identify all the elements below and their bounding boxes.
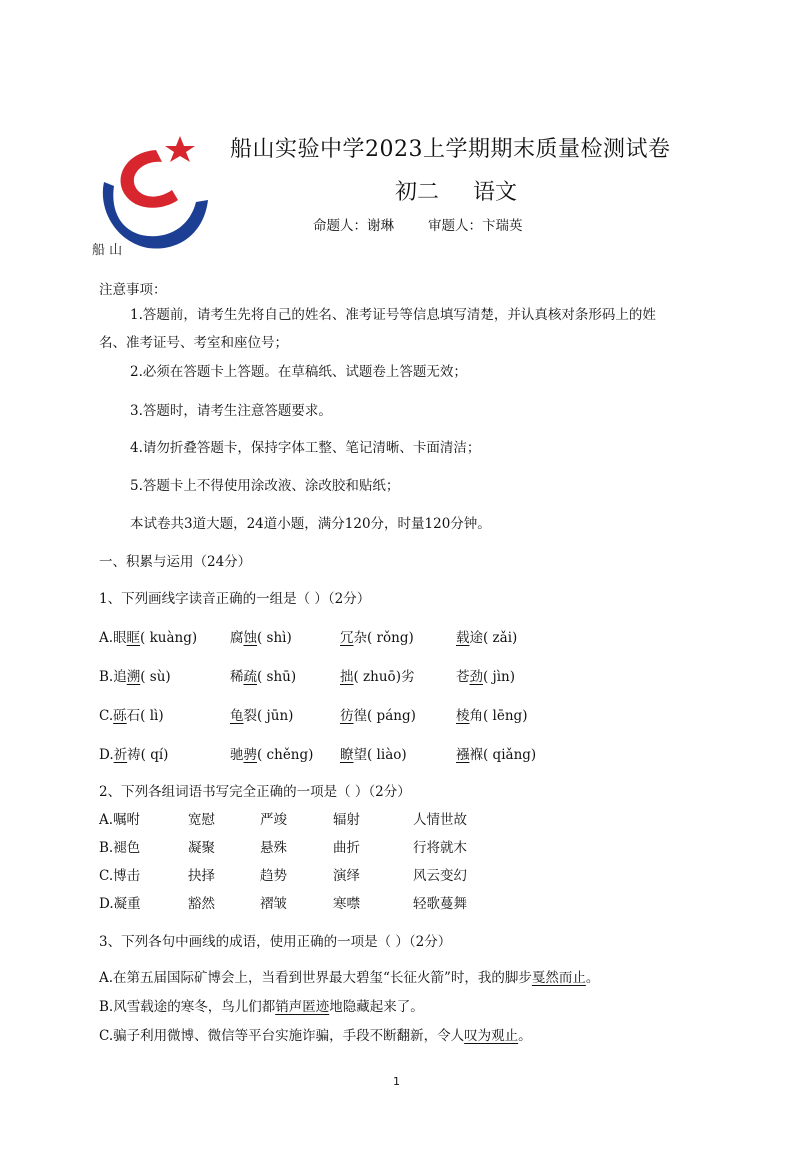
note-1-line-2: 名、准考证号、考室和座位号； [99,335,288,351]
word-item: 凝聚 [188,840,215,856]
underlined-char: 彷 [340,708,354,724]
question-3-option-a: A.在第五届国际矿博会上，当看到世界最大碧玺“长征火箭”时，我的脚步戛然而止。 [99,970,600,986]
page-number: 1 [393,1075,400,1088]
word-item: 寒噤 [333,896,360,912]
word-item: 行将就木 [413,840,467,856]
word-item: 人情世故 [413,812,467,828]
word-item: 豁然 [188,896,215,912]
underlined-char: 蚀 [243,630,257,646]
pinyin-item: 彷徨( páng) [340,708,416,724]
pinyin-item: 苍劲( jìn) [456,669,516,685]
underlined-char: 骋 [243,747,257,763]
word-item: 悬殊 [260,840,287,856]
underlined-char: 溯 [126,669,141,685]
logo-text: 船 山 [92,243,123,258]
pinyin-item: 瞭望( liào) [340,747,407,763]
word-item: 轻歌蔓舞 [413,896,467,912]
note-4: 4.请勿折叠答题卡，保持字体工整、笔记清晰、卡面清洁； [130,440,481,456]
word-item: 趋势 [260,868,287,884]
underlined-char: 瞭 [340,747,354,763]
question-3-option-c: C.骗子利用微博、微信等平台实施诈骗，手段不断翻新，令人叹为观止。 [99,1028,532,1044]
pinyin-item: B.追溯( sù) [99,669,171,685]
reviewer: 审题人：卞瑞英 [428,218,523,234]
question-3-option-b: B.风雪载途的寒冬，鸟儿们都销声匿迹地隐藏起来了。 [99,999,424,1015]
question-1-stem: 1、下列画线字读音正确的一组是（ ）（2分） [99,591,371,607]
pinyin-item: 冗杂( rǒng) [340,630,414,646]
note-5: 5.答题卡上不得使用涂改液、涂改胶和贴纸； [130,478,400,494]
word-item: 曲折 [333,840,360,856]
question-2-stem: 2、下列各组词语书写完全正确的一项是（ ）（2分） [99,784,411,800]
pinyin-item: A.眼眶( kuàng) [99,630,198,646]
underlined-char: 眶 [126,630,141,646]
underlined-char: 棱 [456,708,470,724]
note-3: 3.答题时，请考生注意答题要求。 [130,403,332,419]
word-item: 演绎 [333,868,360,884]
word-item: D.凝重 [99,896,141,912]
underlined-char: 襁 [456,747,470,763]
pinyin-item: 驰骋( chěng) [230,747,314,763]
word-item: 辐射 [333,812,360,828]
note-1-line-1: 1.答题前，请考生先将自己的姓名、准考证号等信息填写清楚，并认真核对条形码上的姓 [130,307,656,323]
section-1-heading: 一、积累与运用（24分） [99,554,252,570]
note-2: 2.必须在答题卡上答题。在草稿纸、试题卷上答题无效； [130,364,467,380]
underlined-char: 拙 [340,669,354,685]
grade-label: 初二 [395,180,440,205]
exam-title: 船山实验中学2023上学期期末质量检测试卷 [230,137,671,162]
word-item: C.博击 [99,868,141,884]
pinyin-item: 襁褓( qiǎng) [456,747,537,763]
pinyin-item: 棱角( lēng) [456,708,528,724]
word-item: 抉择 [188,868,215,884]
underlined-idiom: 戛然而止 [531,970,586,986]
underlined-char: 劲 [469,669,483,685]
underlined-idiom: 销声匿迹 [275,999,330,1015]
underlined-char: 载 [456,630,470,646]
pinyin-item: D.祈祷( qí) [99,747,169,763]
setter: 命题人：谢琳 [313,218,394,234]
subject-label: 语文 [473,180,518,205]
pinyin-item: 载途( zǎi) [456,630,518,646]
pinyin-item: 龟裂( jūn) [230,708,294,724]
word-item: 风云变幻 [413,868,467,884]
word-item: B.褪色 [99,840,141,856]
exam-subtitle [395,175,517,206]
pinyin-item: 稀疏( shū) [230,669,297,685]
word-item: 严竣 [260,812,287,828]
underlined-char: 冗 [340,630,354,646]
pinyin-item: C.砾石( lì) [99,708,164,724]
word-item: 褶皱 [260,896,287,912]
exam-summary: 本试卷共3道大题，24道小题，满分120分，时量120分钟。 [130,516,491,532]
underlined-char: 祈 [113,747,128,763]
underlined-idiom: 叹为观止 [464,1028,519,1044]
underlined-char: 疏 [243,669,257,685]
word-item: A.嘱咐 [99,812,141,828]
pinyin-item: 拙( zhuō)劣 [340,669,415,685]
author-line [313,214,523,234]
school-logo [86,130,212,258]
notes-heading: 注意事项： [99,282,167,298]
question-3-stem: 3、下列各句中画线的成语，使用正确的一项是（ ）（2分） [99,934,452,950]
pinyin-item: 腐蚀( shì) [230,630,292,646]
underlined-char: 砾 [113,708,127,724]
word-item: 宽慰 [188,812,215,828]
underlined-char: 龟 [230,708,244,724]
